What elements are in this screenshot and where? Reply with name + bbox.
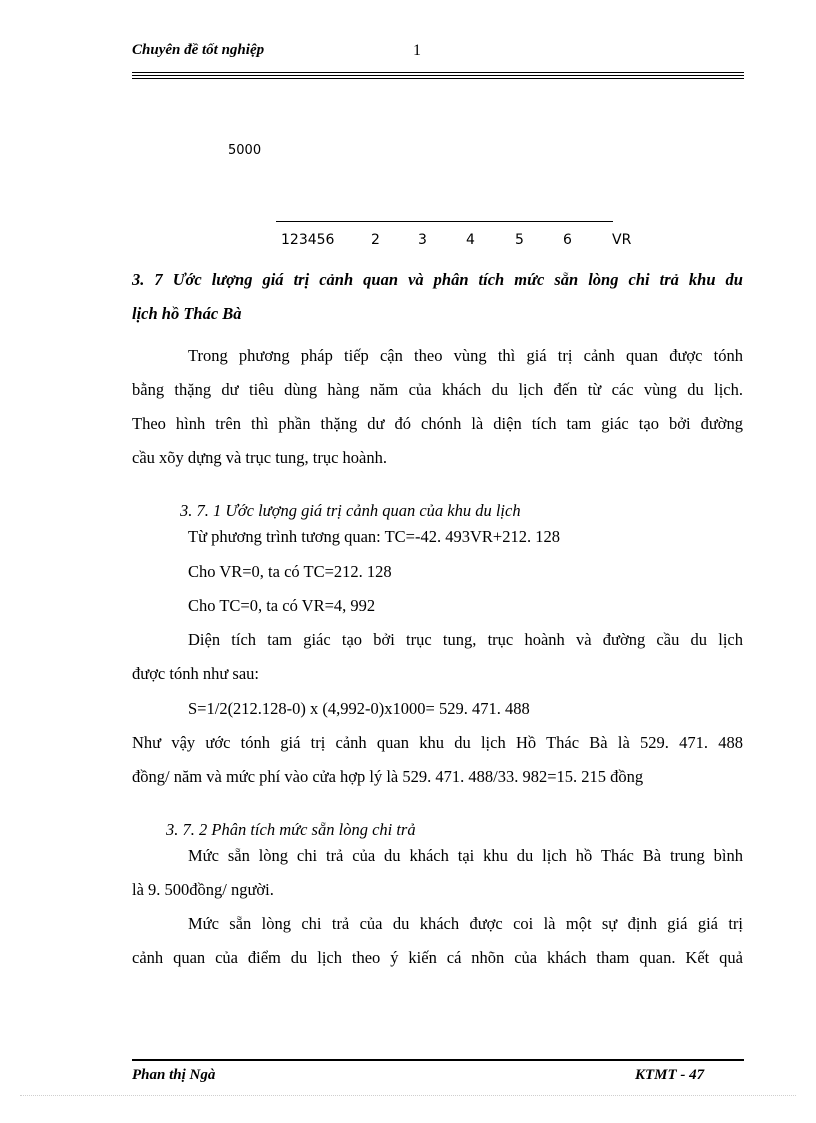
header-rule-mid — [132, 75, 744, 76]
footer-code: KTMT - 47 — [635, 1067, 705, 1083]
header-page-number: 1 — [413, 42, 421, 59]
header-title: Chuyên đề tốt nghiệp — [132, 42, 265, 58]
wtp-paragraph-line: là 9. 500đồng/ người. — [132, 880, 274, 899]
figure-x-tick: 123456 — [281, 232, 335, 248]
header-rule-top — [132, 72, 744, 73]
figure-x-axis-line — [276, 221, 613, 222]
figure-x-tick: 2 — [371, 232, 380, 248]
wtp-paragraph-line: cảnh quan của điểm du lịch theo ý kiến cá nhõn của khách tham quan. Kết quả — [132, 948, 743, 967]
figure-x-axis-label: VR — [612, 232, 632, 248]
conclusion-line: Như vậy ước tónh giá trị cảnh quan khu du lịch Hồ Thác Bà là 529. 471. 488 — [132, 733, 743, 752]
subsection-heading-1: 3. 7. 1 Ước lượng giá trị cảnh quan của khu du lịch — [180, 501, 521, 520]
section-heading-line: 3. 7 Ước lượng giá trị cảnh quan và phân tích mức sẵn lòng chi trả khu du — [132, 270, 743, 289]
figure-x-tick: 4 — [466, 232, 475, 248]
footer-author: Phan thị Ngà — [132, 1067, 216, 1083]
conclusion-line: đồng/ năm và mức phí vào cửa hợp lý là 529. 471. 488/33. 982=15. 215 đồng — [132, 767, 644, 786]
section-heading-line: lịch hồ Thác Bà — [132, 304, 242, 323]
figure-y-value: 5000 — [228, 143, 262, 158]
footer-rule — [132, 1059, 744, 1061]
wtp-paragraph-line: Mức sẵn lòng chi trả của du khách tại khu du lịch hồ Thác Bà trung bình — [188, 846, 743, 865]
intro-paragraph-line: cầu xõy dựng và trục tung, trục hoành. — [132, 448, 388, 467]
area-paragraph-line: được tónh như sau: — [132, 664, 259, 683]
intro-paragraph-line: bằng thặng dư tiêu dùng hàng năm của khách du lịch đến từ các vùng du lịch. — [132, 380, 743, 399]
tc-zero-line: Cho TC=0, ta có VR=4, 992 — [188, 596, 376, 615]
vr-zero-line: Cho VR=0, ta có TC=212. 128 — [188, 562, 392, 581]
figure-x-tick: 6 — [563, 232, 572, 248]
page-edge-divider — [20, 1095, 796, 1096]
subsection-heading-2: 3. 7. 2 Phân tích mức sẵn lòng chi trả — [166, 820, 416, 839]
intro-paragraph-line: Theo hình trên thì phần thặng dư đó chónh là diện tích tam giác tạo bởi đường — [132, 414, 743, 433]
header-rule-bottom — [132, 78, 744, 79]
area-paragraph-line: Diện tích tam giác tạo bởi trục tung, trục hoành và đường cầu du lịch — [188, 630, 743, 649]
wtp-paragraph-line: Mức sẵn lòng chi trả của du khách được coi là một sự định giá giá trị — [188, 914, 743, 933]
area-formula: S=1/2(212.128-0) x (4,992-0)x1000= 529. 471. 488 — [188, 699, 530, 718]
figure-x-tick: 5 — [515, 232, 524, 248]
figure-x-tick: 3 — [418, 232, 427, 248]
equation-line: Từ phương trình tương quan: TC=-42. 493VR+212. 128 — [188, 527, 560, 546]
intro-paragraph-line: Trong phương pháp tiếp cận theo vùng thì giá trị cảnh quan được tónh — [188, 346, 743, 365]
